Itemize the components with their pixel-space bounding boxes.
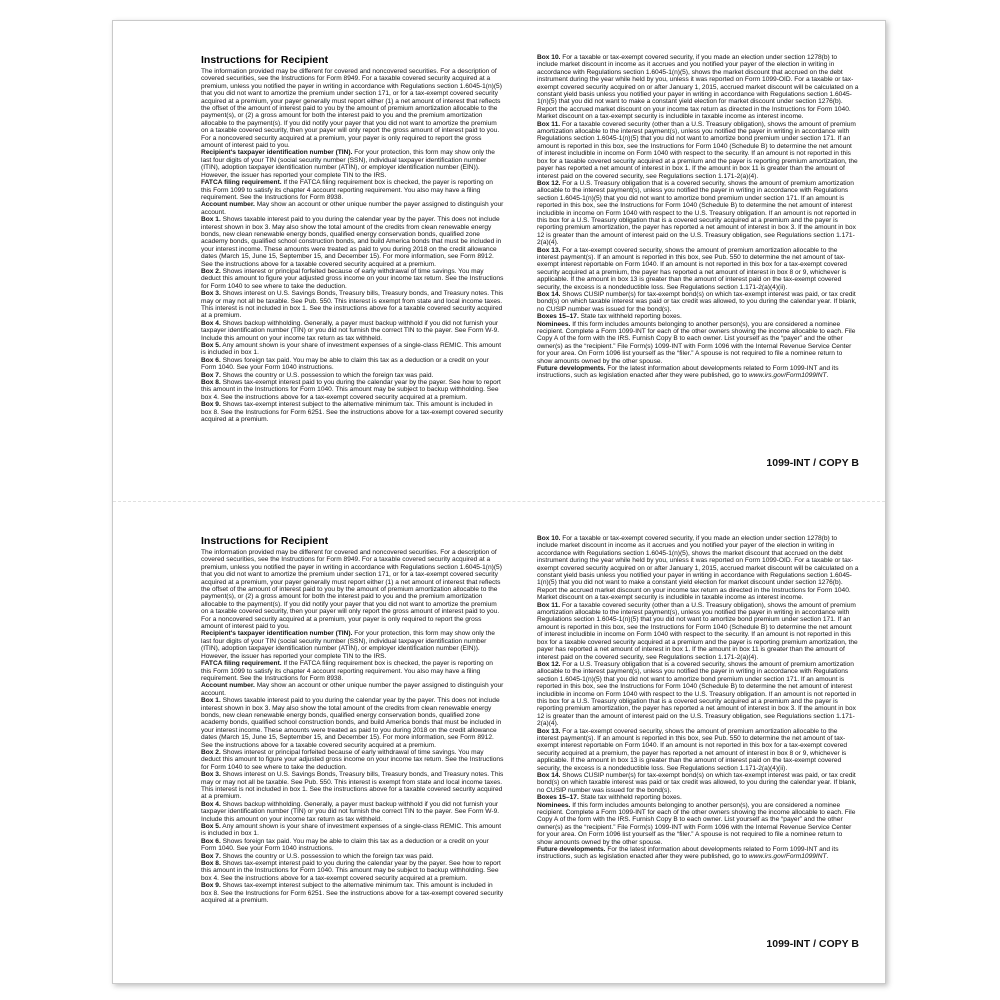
- copy-label: 1099-INT / COPY B: [766, 938, 859, 950]
- paragraph-text: For a U.S. Treasury obligation that is a covered security, shows the amount of premium amortization allocable to the interest payment(s), unless you notified the payer in writing in accordance with Regulations section 1.6045-1(n)(5) that you did not want to amortize bond premium under section 171. If an amount is reported in this box, see the Instructions for Form 1040 (Schedule B) to determine the net amount of interest includible in income on Form 1040 with respect to the U.S. Treasury obligation. If an amount is not reported in this box for a U.S. Treasury obligation that is a covered security acquired at a premium and the payer is reporting premium amortization, the payer has reported a net amount of interest in box 3. If the amount in box 12 is greater than the amount of interest paid on the U.S. Treasury obligation, see Regulations section 1.171-2(a)(4).: [537, 179, 857, 247]
- paragraph-text: If the FATCA filing requirement box is checked, the payer is reporting on this Form 1099 to satisfy its chapter 4 account reporting requirement. You also may have a filing requirement. See the Instructions for Form 8938.: [201, 179, 493, 201]
- left-column: [201, 54, 505, 424]
- instruction-paragraph: [201, 549, 505, 630]
- instruction-paragraph: [537, 54, 859, 121]
- paragraph-text: Shows tax-exempt interest subject to the alternative minimum tax. This amount is included in box 8. See the Instructions for Form 6251. See the instructions above for a tax-exempt covered security acquired at a premium.: [201, 401, 503, 424]
- paragraph-lead: Box 13.: [537, 727, 561, 735]
- instruction-paragraph: [201, 771, 505, 801]
- copy-b-panel-top: [113, 21, 885, 501]
- instruction-paragraph: [201, 149, 505, 179]
- paragraph-text: Shows taxable interest paid to you during the calendar year by the payer. This does not include interest shown in box 3. May also show the total amount of the credits from clean renewable energy bonds, new clean renewable energy bonds, qualified energy conservation bonds, qualified zone academy bonds, qualified school construction bonds, and build America bonds that must be included in your interest income. These amounts were treated as paid to you during 2018 on the credit allowance dates (March 15, June 15, September 15, and December 15). For more information, see Form 8912. See the instructions above for a taxable covered security acquired at a premium.: [201, 216, 502, 268]
- instruction-paragraph: [537, 728, 859, 772]
- paragraph-text: State tax withheld reporting boxes.: [578, 313, 682, 321]
- paragraph-lead: Box 1.: [201, 697, 221, 705]
- left-column: [201, 535, 505, 905]
- paragraph-lead: Box 11.: [537, 120, 561, 128]
- instruction-paragraph: [537, 535, 859, 602]
- instruction-paragraph: [201, 372, 505, 379]
- instruction-paragraph: [537, 121, 859, 180]
- paragraph-text: For a taxable or tax-exempt covered security, if you made an election under section 1278(b) to include market discount in income as it accrues and you notified your payer of the election in writing in accordance with Regulations section 1.6045-1(n)(5), shows the market discount that accrued on the debt instrument during the year while held by you, unless it was reported on Form 1099-OID. For a taxable or tax-exempt covered security acquired on or after January 1, 2015, accrued market discount will be calculated on a constant yield basis unless you notified your payer in writing in accordance with Regulations section 1.6045-1(n)(5) that you did not want to make a constant yield election for market discount under section 1276(b). Report the accrued market discount on your income tax return as directed in the Instructions for Form 1040. Market discount on a tax-exempt security is includible in taxable income as interest income.: [537, 54, 859, 121]
- paragraph-lead: Nominees.: [537, 320, 571, 328]
- paragraph-lead: Box 4.: [201, 800, 221, 808]
- right-column: [537, 535, 859, 861]
- instruction-paragraph: [537, 365, 859, 380]
- paragraph-lead: Box 8.: [201, 379, 221, 387]
- instruction-paragraph: [537, 321, 859, 365]
- paragraph-tail: .: [826, 853, 829, 861]
- instructions-heading: Instructions for Recipient: [201, 54, 329, 66]
- paragraph-lead: Box 6.: [201, 837, 221, 845]
- instruction-paragraph: [201, 401, 505, 423]
- paragraph-text: Shows tax-exempt interest paid to you during the calendar year by the payer. See how to report this amount in the Instructions for Form 1040. This amount may be subject to backup withholding. See box 4. See the instructions above for a tax-exempt covered security acquired at a premium.: [201, 860, 501, 882]
- paragraph-lead: Box 9.: [201, 401, 221, 409]
- paragraph-lead: Future developments.: [537, 846, 606, 854]
- paragraph-lead: Box 12.: [537, 660, 561, 668]
- instruction-paragraph: [201, 853, 505, 860]
- paragraph-lead: Box 3.: [201, 771, 221, 779]
- paragraph-tail: .: [826, 372, 829, 380]
- paragraph-lead: Boxes 15–17.: [537, 313, 579, 321]
- paragraph-text: Shows interest or principal forfeited because of early withdrawal of time savings. You may deduct this amount to figure your adjusted gross income on your income tax return. See the Instructions for Form 1040 to see where to take the deduction.: [201, 267, 504, 290]
- paragraph-lead: Boxes 15–17.: [537, 794, 579, 802]
- paragraph-lead: Box 6.: [201, 356, 221, 364]
- paragraph-lead: FATCA filing requirement.: [201, 660, 282, 668]
- instruction-paragraph: [537, 602, 859, 661]
- paragraph-text: If this form includes amounts belonging to another person(s), you are considered a nominee recipient. Complete a Form 1099-INT for each of the other owners showing the income allocable to each. File Copy A of the form with the IRS. Furnish Copy B to each owner. List yourself as the “payer” and the other owner(s) as the “recipient.” File Form(s) 1099-INT with Form 1096 with the Internal Revenue Service Center for your area. On Form 1096 list yourself as the “filer.” A spouse is not required to file a nominee return to show amounts owned by the other spouse.: [537, 801, 856, 846]
- paragraph-text: For your protection, this form may show only the last four digits of your TIN (social security number (SSN), individual taxpayer identification number (ITIN), adoption taxpayer identification number (ATIN), or employer identification number (EIN)). However, the issuer has reported your complete TIN to the IRS.: [201, 149, 495, 179]
- instruction-paragraph: [201, 882, 505, 904]
- paragraph-lead: Box 10.: [537, 535, 561, 542]
- instruction-paragraph: [537, 180, 859, 247]
- paragraph-text: If the FATCA filing requirement box is checked, the payer is reporting on this Form 1099 to satisfy its chapter 4 account reporting requirement. You also may have a filing requirement. See the Instructions for Form 8938.: [201, 660, 493, 682]
- paragraph-text: For the latest information about developments related to Form 1099-INT and its instructions, such as legislation enacted after they were published, go to: [537, 365, 839, 380]
- right-paragraphs: [537, 54, 859, 380]
- instruction-paragraph: [201, 201, 505, 216]
- copy-label: 1099-INT / COPY B: [766, 457, 859, 469]
- paragraph-lead: Box 5.: [201, 342, 221, 350]
- paragraph-lead: Box 7.: [201, 852, 221, 860]
- paragraph-text: Shows backup withholding. Generally, a payer must backup withhold if you did not furnish your taxpayer identification number (TIN) or you did not furnish the correct TIN to the payer. See Form W-9. Include this amount on your income tax return as tax withheld.: [201, 800, 500, 823]
- paragraph-lead: Box 14.: [537, 291, 561, 298]
- paragraph-text: May show an account or other unique number the payer assigned to distinguish your account.: [201, 682, 504, 697]
- paragraph-lead: Box 5.: [201, 823, 221, 831]
- instruction-paragraph: [201, 749, 505, 771]
- paragraph-text: Shows interest or principal forfeited because of early withdrawal of time savings. You may deduct this amount to figure your adjusted gross income on your income tax return. See the Instructions for Form 1040 to see where to take the deduction.: [201, 748, 504, 771]
- paragraph-lead: Box 14.: [537, 772, 561, 779]
- instruction-paragraph: [201, 682, 505, 697]
- paragraph-text: Shows backup withholding. Generally, a payer must backup withhold if you did not furnish your taxpayer identification number (TIN) or you did not furnish the correct TIN to the payer. See Form W-9. Include this amount on your income tax return as tax withheld.: [201, 319, 500, 342]
- form-sheet: [112, 20, 886, 984]
- irs-link[interactable]: www.irs.gov/Form1099INT: [748, 372, 827, 380]
- instructions-heading: Instructions for Recipient: [201, 535, 329, 547]
- paragraph-lead: Box 1.: [201, 216, 221, 224]
- instruction-paragraph: [201, 290, 505, 320]
- instruction-paragraph: [537, 802, 859, 846]
- instruction-paragraph: [201, 630, 505, 660]
- paragraph-text: For the latest information about developments related to Form 1099-INT and its instructions, such as legislation enacted after they were published, go to: [537, 846, 839, 861]
- paragraph-lead: Account number.: [201, 201, 255, 209]
- paragraph-text: For a tax-exempt covered security, shows the amount of premium amortization allocable to the interest payment(s). If an amount is reported in this box, see Pub. 550 to determine the net amount of tax-exempt interest reportable on Form 1040. If an amount is not reported in this box for a tax-exempt covered security acquired at a premium, the payer has reported a net amount of interest in box 8 or 9, whichever is applicable. If the amount in box 13 is greater than the amount of interest paid on the tax-exempt covered security, the excess is a nondeductible loss. See Regulations section 1.171-2(a)(4)(ii).: [537, 727, 848, 772]
- paragraph-lead: FATCA filing requirement.: [201, 179, 282, 187]
- paragraph-lead: Box 13.: [537, 246, 561, 254]
- paragraph-text: For a tax-exempt covered security, shows the amount of premium amortization allocable to the interest payment(s). If an amount is reported in this box, see Pub. 550 to determine the net amount of tax-exempt interest reportable on Form 1040. If an amount is not reported in this box for a tax-exempt covered security acquired at a premium, the payer has reported a net amount of interest in box 8 or 9, whichever is applicable. If the amount in box 13 is greater than the amount of interest paid on the tax-exempt covered security, the excess is a nondeductible loss. See Regulations section 1.171-2(a)(4)(ii).: [537, 246, 848, 291]
- paragraph-lead: Box 7.: [201, 371, 221, 379]
- paragraph-text: Shows CUSIP number(s) for tax-exempt bond(s) on which tax-exempt interest was paid, or tax credit bond(s) on which taxable interest was paid or tax credit was allowed, to you during the calendar year. If blank, no CUSIP number was issued for the bond(s).: [537, 772, 857, 794]
- paragraph-text: Shows interest on U.S. Savings Bonds, Treasury bills, Treasury bonds, and Treasury notes. This may or may not all be taxable. See Pub. 550. This interest is exempt from state and local income taxes. This interest is not included in box 1. See the instructions above for a taxable covered security acquired at a premium.: [201, 290, 504, 320]
- irs-link[interactable]: www.irs.gov/Form1099INT: [748, 853, 827, 861]
- paragraph-text: Shows CUSIP number(s) for tax-exempt bond(s) on which tax-exempt interest was paid, or tax credit bond(s) on which taxable interest was paid or tax credit was allowed, to you during the calendar year. If blank, no CUSIP number was issued for the bond(s).: [537, 291, 857, 313]
- paragraph-text: For a taxable covered security (other than a U.S. Treasury obligation), shows the amount of premium amortization allocable to the interest payment(s), unless you notified the payer in writing in accordance with Regulations section 1.6045-1(n)(5) that you did not want to amortize bond premium under section 171. If an amount is reported in this box, see the Instructions for Form 1040 (Schedule B) to determine the net amount of interest includible in income on Form 1040 with respect to the security. If an amount is not reported in this box for a taxable covered security acquired at a premium and the payer is reporting premium amortization, the payer has reported a net amount of interest in box 1. If the amount in box 11 is greater than the amount of interest paid on the covered security, see Regulations section 1.171-2(a)(4).: [537, 120, 858, 180]
- instruction-paragraph: [201, 268, 505, 290]
- instruction-paragraph: [201, 379, 505, 401]
- paragraph-text: The information provided may be different for covered and noncovered securities. For a description of covered securities, see the Instructions for Form 8949. For a taxable covered security acquired at a premium, unless you notified the payer in writing in accordance with Regulations section 1.6045-1(n)(5) that you did not want to amortize the premium under section 171, or for a tax-exempt covered security acquired at a premium, your payer generally must report either (1) a net amount of interest that reflects the offset of the amount of interest paid to you by the amount of premium amortization allocable to the payment(s), or (2) a gross amount for both the interest paid to you and the premium amortization allocable to the payment(s). If you did notify your payer that you did not want to amortize the premium on a taxable covered security, then your payer will only report the gross amount of interest paid to you. For a noncovered security acquired at a premium, your payer is only required to report the gross amount of interest paid to you.: [201, 549, 502, 631]
- instruction-paragraph: [537, 291, 859, 313]
- instruction-paragraph: [537, 661, 859, 728]
- paragraph-text: Shows the country or U.S. possession to which the foreign tax was paid.: [220, 852, 434, 860]
- paragraph-text: Shows foreign tax paid. You may be able to claim this tax as a deduction or a credit on your Form 1040. See your Form 1040 instructions.: [201, 356, 489, 372]
- paragraph-lead: Future developments.: [537, 365, 606, 373]
- instruction-paragraph: [201, 320, 505, 342]
- paragraph-text: Any amount shown is your share of investment expenses of a single-class REMIC. This amount is included in box 1.: [201, 342, 502, 357]
- paragraph-lead: Box 2.: [201, 267, 221, 275]
- paragraph-lead: Box 11.: [537, 601, 561, 609]
- instruction-paragraph: [201, 838, 505, 853]
- instruction-paragraph: [201, 179, 505, 201]
- paragraph-lead: Recipient's taxpayer identification number (TIN).: [201, 630, 353, 638]
- instruction-paragraph: [537, 794, 859, 801]
- paragraph-lead: Box 3.: [201, 290, 221, 298]
- paragraph-text: If this form includes amounts belonging to another person(s), you are considered a nominee recipient. Complete a Form 1099-INT for each of the other owners showing the income allocable to each. File Copy A of the form with the IRS. Furnish Copy B to each owner. List yourself as the “payer” and the other owner(s) as the “recipient.” File Form(s) 1099-INT with Form 1096 with the Internal Revenue Service Center for your area. On Form 1096 list yourself as the “filer.” A spouse is not required to file a nominee return to show amounts owned by the other spouse.: [537, 320, 856, 365]
- instruction-paragraph: [201, 860, 505, 882]
- right-column: [537, 54, 859, 380]
- paragraph-lead: Box 4.: [201, 319, 221, 327]
- paragraph-lead: Box 9.: [201, 882, 221, 890]
- instruction-paragraph: [201, 697, 505, 749]
- paragraph-text: For a taxable covered security (other than a U.S. Treasury obligation), shows the amount of premium amortization allocable to the interest payment(s), unless you notified the payer in writing in accordance with Regulations section 1.6045-1(n)(5) that you did not want to amortize bond premium under section 171. If an amount is reported in this box, see the Instructions for Form 1040 (Schedule B) to determine the net amount of interest includible in income on Form 1040 with respect to the security. If an amount is not reported in this box for a taxable covered security acquired at a premium and the payer is reporting premium amortization, the payer has reported a net amount of interest in box 1. If the amount in box 11 is greater than the amount of interest paid on the covered security, see Regulations section 1.171-2(a)(4).: [537, 601, 858, 661]
- paragraph-lead: Recipient's taxpayer identification number (TIN).: [201, 149, 353, 157]
- instruction-paragraph: [201, 801, 505, 823]
- instruction-paragraph: [201, 823, 505, 838]
- instruction-paragraph: [201, 357, 505, 372]
- paragraph-lead: Box 8.: [201, 860, 221, 868]
- instruction-paragraph: [201, 660, 505, 682]
- instruction-paragraph: [201, 342, 505, 357]
- paragraph-text: Shows tax-exempt interest paid to you during the calendar year by the payer. See how to report this amount in the Instructions for Form 1040. This amount may be subject to backup withholding. See box 4. See the instructions above for a tax-exempt covered security acquired at a premium.: [201, 379, 501, 401]
- paragraph-lead: Box 2.: [201, 748, 221, 756]
- paragraph-text: Any amount shown is your share of investment expenses of a single-class REMIC. This amount is included in box 1.: [201, 823, 502, 838]
- paragraph-lead: Box 10.: [537, 54, 561, 61]
- paragraph-text: Shows interest on U.S. Savings Bonds, Treasury bills, Treasury bonds, and Treasury notes. This may or may not all be taxable. See Pub. 550. This interest is exempt from state and local income taxes. This interest is not included in box 1. See the instructions above for a taxable covered security acquired at a premium.: [201, 771, 504, 801]
- paragraph-lead: Account number.: [201, 682, 255, 690]
- paragraph-text: For a U.S. Treasury obligation that is a covered security, shows the amount of premium amortization allocable to the interest payment(s), unless you notified the payer in writing in accordance with Regulations section 1.6045-1(n)(5) that you did not want to amortize bond premium under section 171. If an amount is reported in this box, see the Instructions for Form 1040 (Schedule B) to determine the net amount of interest includible in income on Form 1040 with respect to the U.S. Treasury obligation. If an amount is not reported in this box for a U.S. Treasury obligation that is a covered security acquired at a premium and the payer is reporting premium amortization, the payer has reported a net amount of interest in box 3. If the amount in box 12 is greater than the amount of interest paid on the U.S. Treasury obligation, see Regulations section 1.171-2(a)(4).: [537, 660, 857, 728]
- paragraph-text: Shows taxable interest paid to you during the calendar year by the payer. This does not include interest shown in box 3. May also show the total amount of the credits from clean renewable energy bonds, new clean renewable energy bonds, qualified energy conservation bonds, qualified zone academy bonds, qualified school construction bonds, and build America bonds that must be included in your interest income. These amounts were treated as paid to you during 2018 on the credit allowance dates (March 15, June 15, September 15, and December 15). For more information, see Form 8912. See the instructions above for a taxable covered security acquired at a premium.: [201, 697, 502, 749]
- copy-b-panel-bottom: [113, 502, 885, 982]
- paragraph-lead: Box 12.: [537, 179, 561, 187]
- instruction-paragraph: [537, 247, 859, 291]
- paragraph-text: Shows the country or U.S. possession to which the foreign tax was paid.: [220, 371, 434, 379]
- paragraph-text: Shows tax-exempt interest subject to the alternative minimum tax. This amount is included in box 8. See the Instructions for Form 6251. See the instructions above for a tax-exempt covered security acquired at a premium.: [201, 882, 503, 905]
- paragraph-text: State tax withheld reporting boxes.: [578, 794, 682, 802]
- instruction-paragraph: [201, 216, 505, 268]
- instruction-paragraph: [537, 772, 859, 794]
- paragraph-text: May show an account or other unique number the payer assigned to distinguish your account.: [201, 201, 504, 216]
- instruction-paragraph: [201, 68, 505, 149]
- instruction-paragraph: [537, 313, 859, 320]
- paragraph-lead: Nominees.: [537, 801, 571, 809]
- paragraph-text: Shows foreign tax paid. You may be able to claim this tax as a deduction or a credit on your Form 1040. See your Form 1040 instructions.: [201, 837, 489, 853]
- instruction-paragraph: [537, 846, 859, 861]
- paragraph-text: For a taxable or tax-exempt covered security, if you made an election under section 1278(b) to include market discount in income as it accrues and you notified your payer of the election in writing in accordance with Regulations section 1.6045-1(n)(5), shows the market discount that accrued on the debt instrument during the year while held by you, unless it was reported on Form 1099-OID. For a taxable or tax-exempt covered security acquired on or after January 1, 2015, accrued market discount will be calculated on a constant yield basis unless you notified your payer in writing in accordance with Regulations section 1.6045-1(n)(5) that you did not want to make a constant yield election for market discount under section 1276(b). Report the accrued market discount on your income tax return as directed in the Instructions for Form 1040. Market discount on a tax-exempt security is includible in taxable income as interest income.: [537, 535, 859, 602]
- paragraph-text: The information provided may be different for covered and noncovered securities. For a description of covered securities, see the Instructions for Form 8949. For a taxable covered security acquired at a premium, unless you notified the payer in writing in accordance with Regulations section 1.6045-1(n)(5) that you did not want to amortize the premium under section 171, or for a tax-exempt covered security acquired at a premium, your payer generally must report either (1) a net amount of interest that reflects the offset of the amount of interest paid to you by the amount of premium amortization allocable to the payment(s), or (2) a gross amount for both the interest paid to you and the premium amortization allocable to the payment(s). If you did notify your payer that you did not want to amortize the premium on a taxable covered security, then your payer will only report the gross amount of interest paid to you. For a noncovered security acquired at a premium, your payer is only required to report the gross amount of interest paid to you.: [201, 68, 502, 150]
- paragraph-text: For your protection, this form may show only the last four digits of your TIN (social security number (SSN), individual taxpayer identification number (ITIN), adoption taxpayer identification number (ATIN), or employer identification number (EIN)). However, the issuer has reported your complete TIN to the IRS.: [201, 630, 495, 660]
- left-paragraphs: [201, 549, 505, 905]
- left-paragraphs: [201, 68, 505, 424]
- right-paragraphs: [537, 535, 859, 861]
